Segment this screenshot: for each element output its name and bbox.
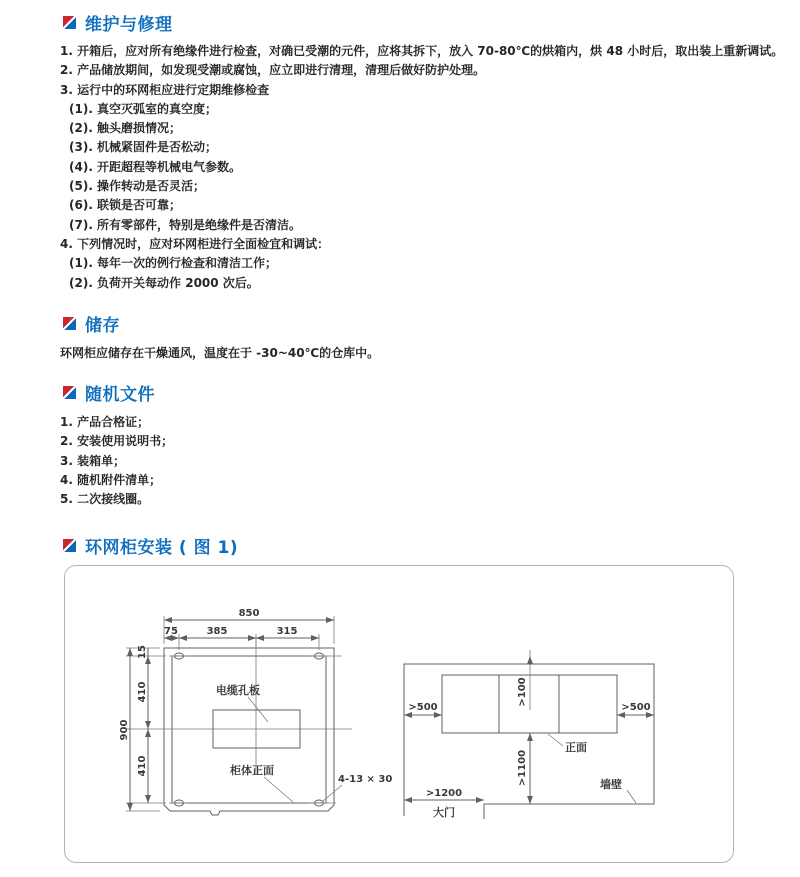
maintenance-line: (2). 负荷开关每动作 2000 次后。 <box>69 275 259 290</box>
cable-plate-label: 电缆孔板 <box>216 684 260 697</box>
dim-15-label: 15 <box>137 645 148 659</box>
cabinet-front-label: 柜体正面 <box>230 764 274 777</box>
section-marker-icon <box>63 539 76 552</box>
maintenance-line: (6). 联锁是否可靠； <box>69 198 182 213</box>
cabinet-base-plan-drawing <box>96 596 406 846</box>
bolt-holes-label: 4-13 × 30 <box>338 774 393 785</box>
maintenance-line: (2). 触头磨损情况； <box>69 121 182 136</box>
documents-item: 3. 装箱单； <box>60 453 126 468</box>
dim-850-label: 850 <box>238 608 260 619</box>
room-layout-plan-drawing <box>394 646 714 826</box>
section-title: 环网柜安装 ( 图 1) <box>85 538 239 558</box>
maintenance-line: 2. 产品储放期间，如发现受潮或腐蚀，应立即进行清理，清理后做好防护处理。 <box>60 63 486 78</box>
door-label: 大门 <box>433 806 455 819</box>
dim-75-label: 75 <box>164 626 178 637</box>
dim-315-label: 315 <box>276 626 298 637</box>
maintenance-line: (3). 机械紧固件是否松动； <box>69 140 218 155</box>
section-marker-icon <box>63 386 76 399</box>
maintenance-line: (4). 开距超程等机械电气参数。 <box>69 159 242 174</box>
documents-list <box>60 413 760 509</box>
wall-label: 墙壁 <box>600 778 622 791</box>
front-face-label: 正面 <box>565 741 587 754</box>
documents-item: 1. 产品合格证； <box>60 415 150 429</box>
documents-item: 2. 安装使用说明书； <box>60 434 174 449</box>
maintenance-line: (1). 真空灭弧室的真空度； <box>69 101 218 116</box>
dim-1100-front-label: >1100 <box>517 749 528 787</box>
section-marker-icon <box>63 16 76 29</box>
maintenance-line: 1. 开箱后，应对所有绝缘件进行检查，对确已受潮的元件，应将其拆下，放入 70-80℃的烘箱内，烘 48 小时后，取出装上重新调试。 <box>60 44 784 58</box>
dim-900-label: 900 <box>119 719 130 741</box>
section-marker-icon <box>63 317 76 330</box>
section-title: 储存 <box>85 316 120 336</box>
dim-500-right-label: >500 <box>621 702 651 713</box>
dim-1200-door-label: >1200 <box>425 788 463 799</box>
section-title: 维护与修理 <box>85 15 173 35</box>
section-installation-header <box>63 533 238 558</box>
bolt-hole-marks <box>169 653 342 806</box>
maintenance-list <box>60 42 784 293</box>
section-storage-header <box>63 311 120 336</box>
dim-410-lower-label: 410 <box>137 755 148 777</box>
section-title: 随机文件 <box>85 385 155 405</box>
maintenance-line: 4. 下列情况时，应对环网柜进行全面检宜和调试： <box>60 236 330 251</box>
dim-100-back-label: >100 <box>517 677 528 707</box>
documents-item: 5. 二次接线圈。 <box>60 492 150 507</box>
maintenance-line: (7). 所有零部件，特别是绝缘件是否清洁。 <box>69 217 302 232</box>
installation-figure-panel <box>64 565 734 863</box>
maintenance-line: (5). 操作转动是否灵活； <box>69 179 206 194</box>
storage-body <box>60 344 760 363</box>
dim-410-upper-label: 410 <box>137 681 148 703</box>
section-maintenance-header <box>63 10 173 35</box>
dim-385-label: 385 <box>206 626 228 637</box>
dim-500-left-label: >500 <box>408 702 438 713</box>
storage-line: 环网柜应储存在干燥通风，温度在于 -30~40℃的仓库中。 <box>60 346 380 360</box>
maintenance-line: 3. 运行中的环网柜应进行定期维修检查 <box>60 82 270 97</box>
section-documents-header <box>63 380 155 405</box>
maintenance-line: (1). 每年一次的例行检查和清洁工作； <box>69 256 278 271</box>
documents-item: 4. 随机附件清单； <box>60 472 162 487</box>
